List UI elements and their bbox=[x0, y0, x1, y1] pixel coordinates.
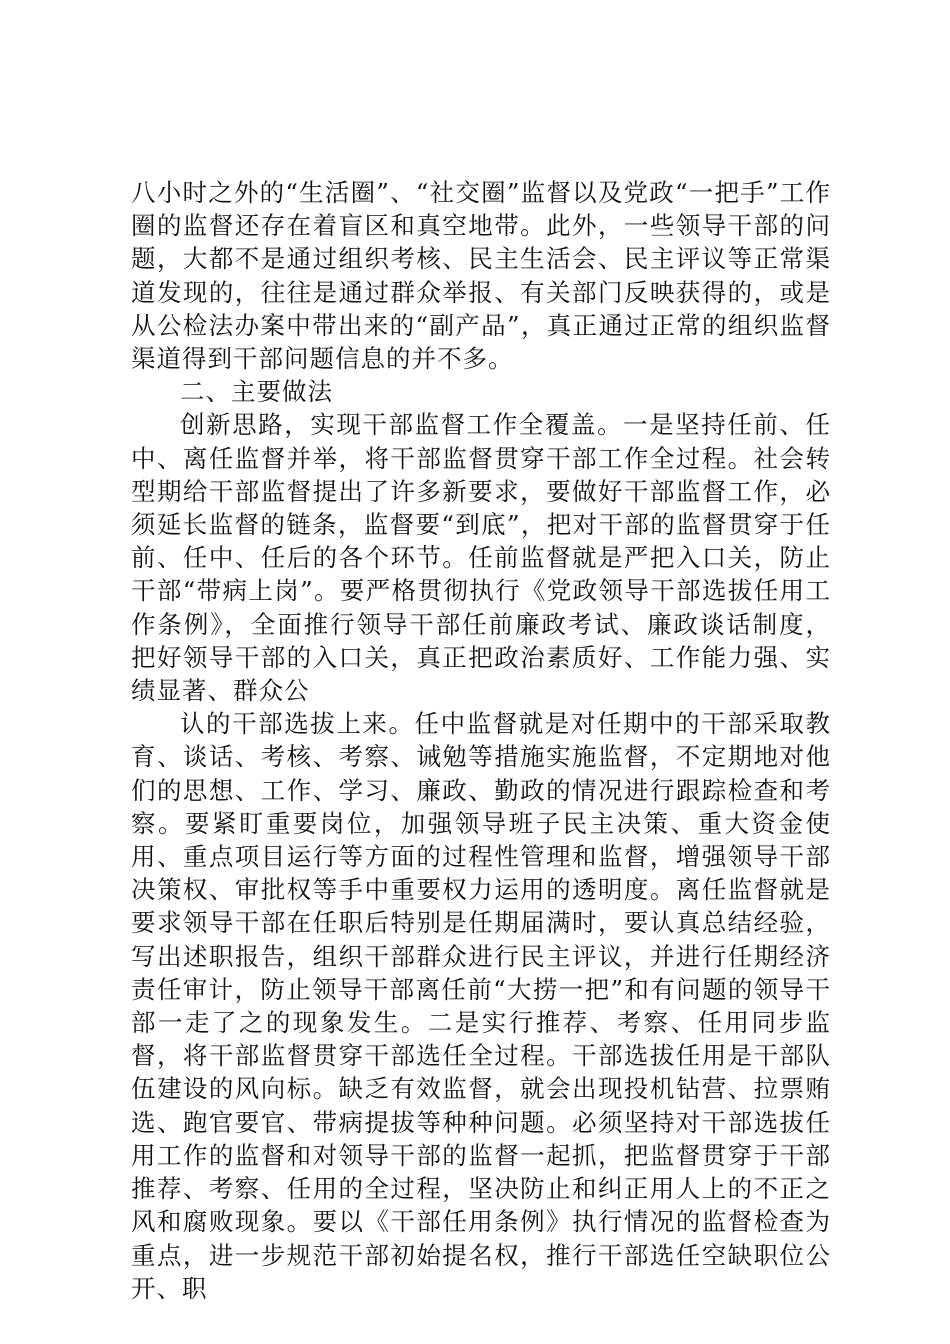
paragraph-2: 创新思路，实现干部监督工作全覆盖。一是坚持任前、任中、离任监督并举，将干部监督贯穿干部工作全过程。社会转型期给干部监督提出了许多新要求，要做好干部监督工作，必须延长监督的链条，监督要“到底”，把对干部的监督贯穿于任前、任中、任后的各个环节。任前监督就是严把入口关，防止干部“带病上岗”。要严格贯彻执行《党政领导干部选拔任用工作条例》，全面推行领导干部任前廉政考试、廉政谈话制度，把好领导干部的入口关，真正把政治素质好、工作能力强、实绩显著、群众公 bbox=[131, 410, 831, 706]
paragraph-3: 认的干部选拔上来。任中监督就是对任期中的干部采取教育、谈话、考核、考察、诫勉等措施实施监督，不定期地对他们的思想、工作、学习、廉政、勤政的情况进行跟踪检查和考察。要紧盯重要岗位，加强领导班子民主决策、重大资金使用、重点项目运行等方面的过程性管理和监督，增强领导干部决策权、审批权等手中重要权力运用的透明度。离任监督就是要求领导干部在任职后特别是任期届满时，要认真总结经验，写出述职报告，组织干部群众进行民主评议，并进行任期经济责任审计，防止领导干部离任前“大捞一把”和有问题的领导干部一走了之的现象发生。二是实行推荐、考察、任用同步监督，将干部监督贯穿干部选任全过程。干部选拔任用是干部队伍建设的风向标。缺乏有效监督，就会出现投机钻营、拉票贿选、跑官要官、带病提拔等种种问题。必须坚持对干部选拔任用工作的监督和对领导干部的监督一起抓，把监督贯穿于干部推荐、考察、任用的全过程，坚决防止和纠正用人上的不正之风和腐败现象。要以《干部任用条例》执行情况的监督检查为重点，进一步规范干部初始提名权，推行干部选任空缺职位公开、职 bbox=[131, 709, 831, 1303]
document-body bbox=[131, 176, 831, 1305]
paragraph-1: 八小时之外的“生活圈”、“社交圈”监督以及党政“一把手”工作圈的监督还存在着盲区和真空地带。此外，一些领导干部的问题，大都不是通过组织考核、民主生活会、民主评议等正常渠道发现的，往往是通过群众举报、有关部门反映获得的，或是从公检法办案中带出来的“副产品”，真正通过正常的组织监督渠道得到干部问题信息的并不多。 bbox=[131, 178, 831, 374]
section-heading: 二、主要做法 bbox=[180, 377, 333, 407]
